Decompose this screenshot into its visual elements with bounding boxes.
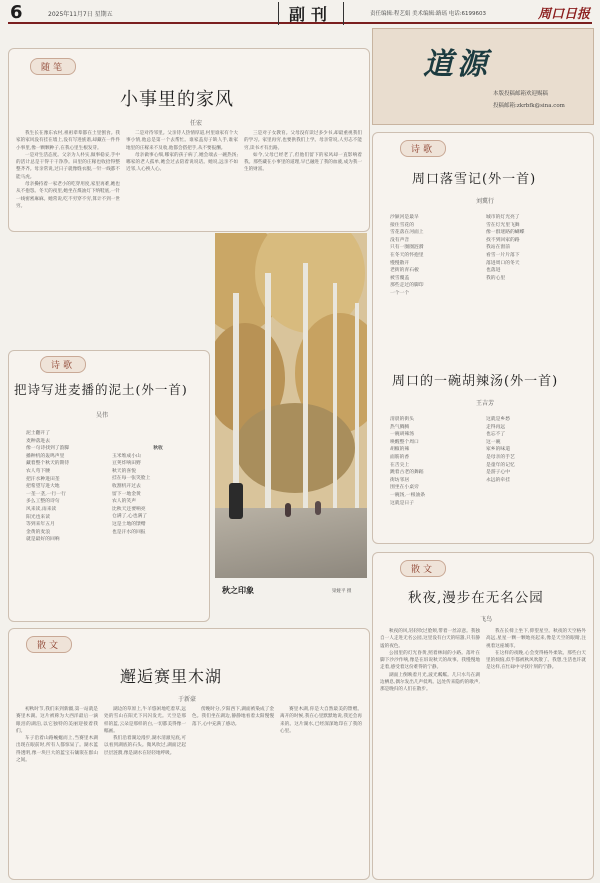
- prose-paragraph: 公园里的灯光昏黄,照着林间的小路。落叶在脚下沙沙作响,像是在诉说秋天的故事。我慢慢地走着,感受着这份难得的宁静。: [380, 650, 480, 671]
- prose-paragraph: 湖边的草原上,牛羊悠闲地吃着草,远处的雪山在阳光下闪闪发光。天空是那样的蓝,云朵是那样的白,一切都美得像一幅画。: [104, 707, 186, 734]
- poem-line: 比秋天还要响亮: [112, 506, 146, 512]
- section-title: 副刊: [278, 2, 344, 25]
- poem-line: 胡椒的辣: [390, 447, 410, 453]
- poem-line: 跳着古老的舞蹈: [390, 470, 424, 476]
- daoyuan-banner: [372, 28, 594, 125]
- prose-right-title: 秋夜,漫步在无名公园: [408, 590, 544, 606]
- essay-paragraph: 一是对生活态度。父亲为人朴实,做事稳妥,手中的活计总是干得干干净净。田里的庄稼也收拾得整整齐齐。母亲常说,过日子就像缝衣服,一针一线都不能马虎。: [16, 152, 120, 180]
- poem-line: 秋天的喜悦: [112, 468, 136, 474]
- prose-right-author: 飞鸟: [480, 616, 493, 623]
- poem-line: 农人的笑声: [112, 499, 136, 505]
- tree-trunk: [303, 263, 308, 518]
- poem-line: 这就是日子: [390, 500, 414, 506]
- poem-line: 是母亲的手艺: [486, 454, 515, 460]
- poem-line: 多么工整的诗句: [26, 499, 60, 505]
- photo-person: [315, 501, 321, 515]
- photo-person: [285, 503, 291, 517]
- daoyuan-email: 投稿邮箱:zkrbfk@sina.com: [493, 103, 565, 109]
- essay-body-col1: [16, 130, 120, 226]
- tree-trunk: [355, 303, 359, 523]
- prose-paragraph: 赛里木湖,你是大自然最美的馈赠。离开的时候,我在心里默默地说,我还会再来的。这片湖水,已经深深地印在了我的心里。: [280, 707, 362, 734]
- essay-author: 任宏: [190, 120, 203, 127]
- daoyuan-line1: 本版投稿邮箱欢迎赐稿: [493, 91, 549, 97]
- prose-paragraph: 傍晚时分,夕阳西下,湖面被染成了金色。我们坐在湖边,静静地看着太阳慢慢落下,心中充满了感动。: [192, 707, 274, 727]
- page-header: [8, 2, 592, 24]
- poem4-author: 王吉芳: [476, 400, 495, 407]
- poem-line: 像一群迷路的蝴蝶: [486, 230, 525, 236]
- poem-line: 唤醒整个周口: [390, 439, 419, 445]
- prose-paragraph: 在这样的夜晚,心会变得格外柔软。那些白天里的烦恼,似乎都被秋风吹散了。我想,生活也许就是这样,在忙碌中寻找片刻的宁静。: [486, 650, 586, 671]
- poem-line: 雪花落在河面上: [390, 230, 424, 236]
- poem-line: 没有声音: [390, 237, 410, 243]
- essay-title: 小事里的家风: [120, 89, 234, 110]
- poem-col2: [112, 445, 204, 605]
- poem-line: 我站在窗前: [486, 245, 510, 251]
- poem-line: 播种机的轰鸣声里: [26, 453, 65, 459]
- poem-line: 接住雪花的: [390, 222, 414, 228]
- poem-line: 一垄一垄,一行一行: [26, 491, 66, 497]
- essay-paragraph: 三是对子女教育。父母没有读过多少书,却最重视我们的学习。家里再穷,也要供我们上学。母亲常说,人穷志不能穷,读书才有出路。: [244, 131, 362, 151]
- poem-line: 围坐在小桌旁: [390, 485, 419, 491]
- poem-line: 农人弯下腰: [26, 468, 50, 474]
- poem-line: 永远的牵挂: [486, 477, 510, 483]
- poem-line: 仓满了,心也满了: [112, 514, 148, 520]
- prose-paragraph: 湖面上倒映着月光,波光粼粼。几只水鸟在湖边栖息,偶尔发出几声低鸣。远处传来隐约的歌声,那是晚归的人们在散步。: [380, 672, 480, 693]
- poem-line: 被雪覆盖: [390, 275, 410, 281]
- prose-right-col1: [380, 628, 480, 872]
- poem4-col1: [390, 416, 476, 536]
- prose-left-col4: [280, 706, 362, 872]
- tree-trunk: [333, 283, 337, 523]
- poem-line: 那些走过的脚印: [390, 283, 424, 289]
- tree-trunk: [265, 273, 271, 523]
- poetry-tag: 诗歌: [400, 140, 446, 157]
- poem-line: 在舌尖上: [390, 462, 410, 468]
- poem-line: 也忘不了: [486, 432, 506, 438]
- poem4-title: 周口的一碗胡辣汤(外一首): [392, 374, 559, 389]
- prose-left-title: 邂逅赛里木湖: [120, 667, 223, 686]
- poem3-author: 刘冀行: [476, 198, 495, 205]
- poem-line: 一碗胡辣汤: [390, 432, 414, 438]
- prose-paragraph: 车子沿着山路蜿蜒而上,当赛里木湖出现在眼前时,所有人都惊呆了。湖水蓝得透明,像一块巨大的蓝宝石镶嵌在群山之间。: [16, 736, 98, 764]
- poem-line: 这一碗: [486, 439, 501, 445]
- poem-line: 这是土地的馈赠: [112, 521, 146, 527]
- poem-line: 把希望写进大地: [26, 484, 60, 490]
- poem-line: 等到来年五月: [26, 522, 55, 528]
- poem-line: 雪在灯光里飞舞: [486, 222, 520, 228]
- poem-line: 面筋的香: [390, 454, 410, 460]
- poem-line: 麦种落进去: [26, 438, 50, 444]
- poem-line: 泥土翻开了: [26, 431, 50, 436]
- poem-line: 我的心里: [486, 275, 506, 281]
- essay-body-col2: [126, 130, 238, 226]
- poem-line: 是童年的记忆: [486, 462, 515, 468]
- poem-tag: 诗歌: [40, 356, 86, 373]
- poem-line: 是游子心中: [486, 470, 510, 476]
- poem-line: 收割机开过去: [112, 483, 141, 489]
- prose-paragraph: 我在长椅上坐下,仰望星空。秋夜的天空格外高远,星星一颗一颗地亮起来,像是天空的眼睛,注视着这座城市。: [486, 629, 586, 649]
- poem-line: 金黄的麦浪: [26, 529, 50, 535]
- photo-person: [229, 483, 243, 519]
- essay-tag: 随笔: [30, 58, 76, 75]
- poem-line: 一个一个: [390, 290, 410, 296]
- poem-line: 玉米堆成小山: [112, 453, 141, 459]
- poem-line: 街坊邻居: [390, 477, 410, 483]
- newspaper-logo: 周口日报: [537, 7, 590, 22]
- poem-line: 慢慢散开: [390, 260, 410, 266]
- poem-line: 豆荚炸响田野: [112, 461, 141, 467]
- essay-body-col3: [244, 130, 362, 226]
- poem-line: 在冬天的怀抱里: [390, 252, 424, 258]
- editor-info: 责任编辑:程艺娟 美术编辑:路瑶 电话:6199603: [370, 11, 487, 17]
- poem-line: 老街的青石板: [390, 268, 419, 274]
- poem-author: 吴伟: [96, 412, 109, 419]
- prose-left-col1: [16, 706, 98, 872]
- poem-line: 只有一圈圈涟漪: [390, 245, 424, 251]
- prose-left-tag: 散文: [26, 636, 72, 653]
- poem-line: 留下一地金黄: [112, 491, 141, 497]
- poem-line: 清晨的街头: [390, 417, 414, 422]
- poem3-col2: [486, 214, 586, 354]
- poem-col1: [26, 430, 106, 616]
- poem-line: 走得再远: [486, 424, 506, 430]
- poem-line: 家乡的味道: [486, 447, 510, 453]
- prose-paragraph: 秋夜的风,轻轻吹过脸颊,带着一丝凉意。我独自一人走进无名公园,这里没有白天的喧嚣,只有静谧的夜色。: [380, 629, 480, 649]
- poem4-col2: [486, 416, 586, 536]
- prose-paragraph: 我们沿着湖边漫步,湖水清澈见底,可以看到湖底的石头。微风吹过,湖面泛起层层涟漪,像是湖水在轻轻地呼吸。: [104, 736, 186, 756]
- prose-right-col2: [486, 628, 586, 872]
- essay-paragraph: 二是对待邻里。父亲待人热情厚道,村里谁家有个大事小情,他总是第一个去帮忙。谁家盖房子缺人手,谁家地里的庄稼来不及收,他都会搭把手,从不要报酬。: [126, 131, 238, 151]
- essay-paragraph: 我生长在豫东农村,祖祖辈辈都在土里刨食。我家的家风没有挂在墙上,没有写进族谱,却藏在一件件小事里,像一颗颗种子,在我心里生根发芽。: [16, 131, 120, 151]
- poem3-title: 周口落雪记(外一首): [412, 172, 537, 187]
- essay-paragraph: 如今,父母已经老了,但他们留下的家风却一直影响着我。那些藏在小事里的道理,早已融进了我的血液,成为我一生的财富。: [244, 152, 362, 173]
- poem-line: 也是汗水的回报: [112, 529, 146, 535]
- page-number: 6: [10, 2, 23, 23]
- autumn-photo: [215, 233, 367, 578]
- prose-left-author: 于新豪: [178, 696, 197, 703]
- photo-caption: 秋之印象: [222, 585, 254, 595]
- photo-credit: 梁娅平 摄: [332, 589, 352, 594]
- foliage: [235, 403, 355, 493]
- poem-line: 就是最好的回响: [26, 537, 60, 543]
- prose-left-col3: [192, 706, 274, 872]
- prose-left-col2: [104, 706, 186, 872]
- poem-line: 这就是乡愁: [486, 417, 510, 422]
- poem3-col1: [390, 214, 476, 354]
- prose-paragraph: 初秋时节,我们来到新疆,第一站就是赛里木湖。这片被称为大西洋最后一滴眼泪的湖泊,以它独特的美丽迎接着我们。: [16, 707, 98, 734]
- poem-line: 找不到回家的路: [486, 237, 520, 243]
- poem-line: 挂在每一张笑脸上: [112, 476, 151, 482]
- poem-line: 也落进: [486, 268, 501, 274]
- issue-date: 2025年11月7日 星期五: [48, 11, 113, 18]
- poem-line: 一碗汤,一根油条: [390, 492, 426, 498]
- poem-line: 热气腾腾: [390, 424, 410, 430]
- poem-line: 把汗水种进田垄: [26, 476, 60, 482]
- poem-line: 落进周口的冬天: [486, 260, 520, 266]
- poem-line: 像一句诗找到了韵脚: [26, 446, 70, 452]
- poem-title: 把诗写进麦播的泥土(外一首): [14, 382, 188, 397]
- poem-line: 沙颍河是最早: [390, 215, 419, 220]
- prose-right-tag: 散文: [400, 560, 446, 577]
- essay-paragraph: 母亲操持着一家老小的吃穿用度,家里再难,她也从不抱怨。冬天的夜里,她坐在煤油灯下纳鞋底,一针一线密密麻麻。她常说,吃不穷穿不穷,算计不到一世穷。: [16, 182, 120, 209]
- poem-line: 城市的灯光亮了: [486, 215, 520, 220]
- poem-line: 风来读,雨来读: [26, 506, 57, 512]
- poem-subtitle: 秋收: [153, 445, 163, 451]
- poem-line: 藏着整个秋天的期待: [26, 461, 70, 467]
- poem-line: 阳光也来读: [26, 514, 50, 520]
- daoyuan-title: 道源: [423, 47, 491, 82]
- poem-line: 看雪一片片落下: [486, 252, 520, 258]
- essay-paragraph: 母亲做事心细,哪家的孩子病了,她会端去一碗热汤;哪家的老人孤单,她会过去陪着说说话。她说,远亲不如近邻,人心换人心。: [126, 152, 238, 173]
